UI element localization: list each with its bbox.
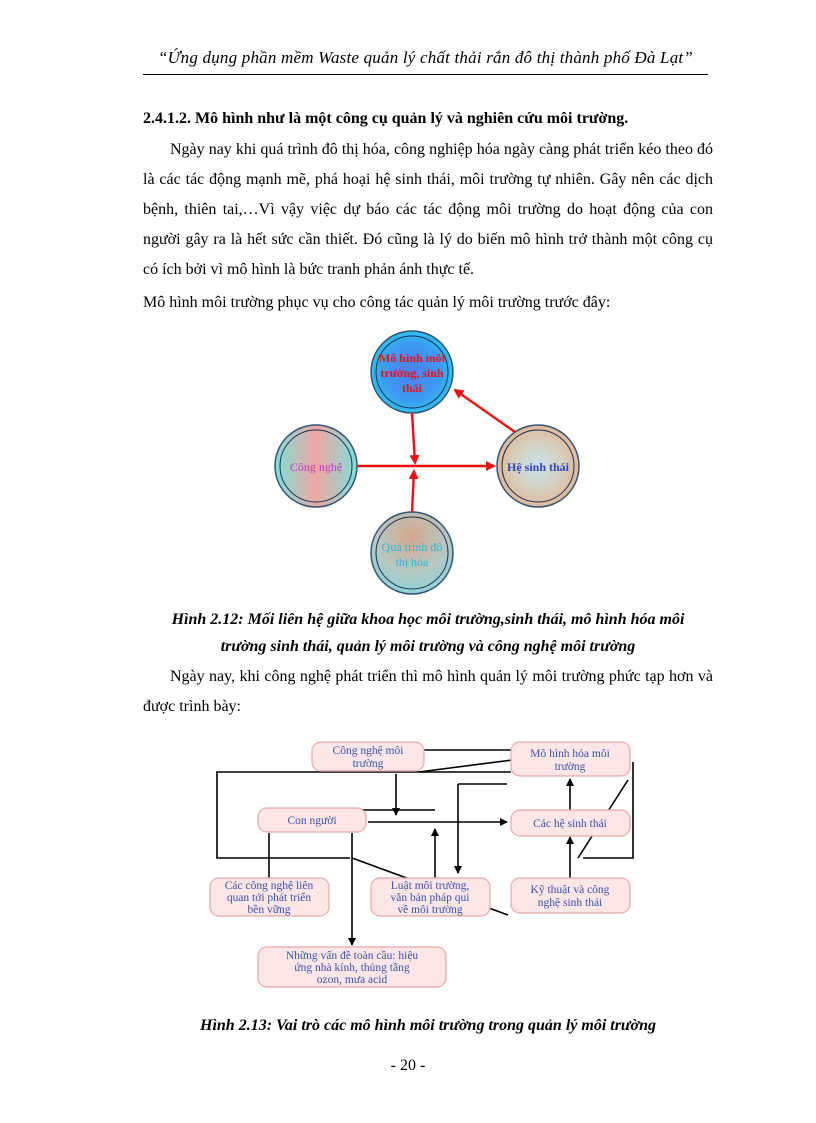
circle-ecosystem (497, 425, 579, 507)
box-human-label: Con người (287, 815, 337, 827)
figure-1-caption (143, 606, 713, 660)
figure-2-caption: Hình 2.13: Vai trò các mô hình môi trường trong quản lý môi trường (200, 1017, 656, 1034)
box-sustainable-tech (210, 878, 329, 916)
circle-right-label: Hệ sinh thái (506, 460, 570, 474)
box-tech-line2: trường (352, 758, 384, 770)
box-sustain-line2: quan tới phát triển (226, 892, 312, 904)
circle-left-label: Công nghệ (289, 460, 343, 474)
section-title: 2.4.1.2. Mô hình như là một công cụ quản lý và nghiên cứu môi trường. (143, 110, 629, 127)
circle-technology (275, 425, 357, 507)
box-model-line1: Mô hình hóa môi (530, 748, 610, 760)
box-env-law (371, 878, 490, 916)
page-header: “Ứng dụng phần mềm Waste quản lý chất thải rắn đô thị thành phố Đà Lạt” (158, 48, 693, 67)
box-sustain-line3: bền vững (247, 904, 291, 916)
page-number: - 20 - (390, 1057, 426, 1074)
box-model-line2: trường (554, 761, 586, 773)
box-law-line1: Luật môi trường, (390, 880, 470, 892)
figure-1-caption-line1: Hình 2.12: Mối liên hệ giữa khoa học môi trường,sinh thái, mô hình hóa môi (171, 611, 685, 628)
circle-top-line3: thái (401, 381, 423, 395)
box-eco-engineering (511, 878, 630, 913)
box-law-line2: văn bản pháp qui (390, 892, 470, 904)
paragraph-intro: Ngày nay khi quá trình đô thị hóa, công nghiệp hóa ngày càng phát triển kéo theo đó là các tác động mạnh mẽ, phá hoại hệ sinh thái, môi trường tự nhiên. Gây nên các dịch bệnh, thiên tai,…Vì vậy việc dự báo các tác động môi trường do hoạt động của con người gây ra là hết sức cần thiết. Đó cũng là lý do biến mô hình trở thành một công cụ có ích bởi vì mô hình là bức tranh phản ánh thực tế. (143, 141, 713, 278)
figure-1-arrows (357, 390, 515, 512)
circle-urbanization (371, 512, 453, 594)
figure-2-diagram (210, 742, 633, 987)
box-global-line2: ứng nhà kính, thủng tầng (294, 962, 410, 974)
circle-environment-model (371, 331, 453, 413)
circle-bottom-line1: Quá trình đô (381, 540, 443, 554)
box-env-modeling (511, 742, 630, 776)
paragraph-model-now: Ngày nay, khi công nghệ phát triển thì mô hình quản lý môi trường phức tạp hơn và được trình bày: (143, 668, 713, 715)
box-ecotech-line1: Kỹ thuật và công (530, 884, 610, 896)
circle-top-line2: trường, sinh (380, 366, 444, 380)
box-global-line1: Những vấn đề toàn cầu: hiệu (285, 950, 419, 962)
circle-top-line1: Mô hình môi (378, 351, 446, 365)
box-global-line3: ozon, mưa acid (316, 974, 388, 986)
box-tech-line1: Công nghệ môi (332, 745, 404, 757)
box-global-issues (258, 947, 446, 987)
circle-bottom-line2: thị hóa (395, 555, 429, 569)
box-human (258, 808, 366, 832)
paragraph-model-before: Mô hình môi trường phục vụ cho công tác quản lý môi trường trước đây: (143, 294, 611, 311)
box-law-line3: về môi trường (397, 904, 463, 916)
box-ecotech-line2: nghệ sinh thái (537, 897, 603, 909)
figure-1-caption-line2: trường sinh thái, quản lý môi trường và công nghệ môi trường (220, 638, 636, 655)
box-eco-label: Các hệ sinh thái (533, 818, 607, 830)
box-sustain-line1: Các công nghệ liên (224, 880, 314, 892)
box-ecosystems (511, 810, 630, 836)
box-env-technology (312, 742, 424, 771)
